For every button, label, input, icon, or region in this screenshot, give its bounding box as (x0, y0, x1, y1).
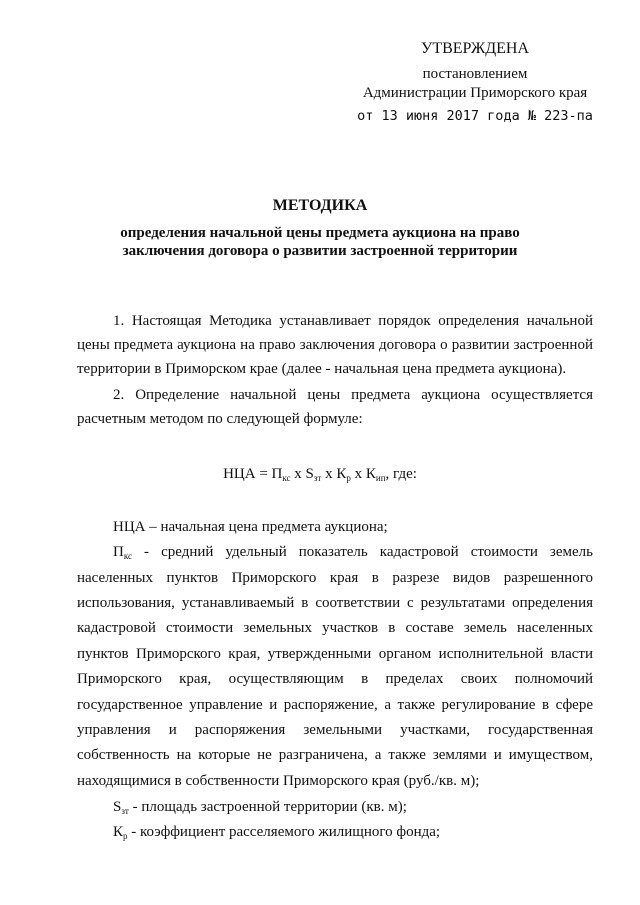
kr-definition (113, 823, 593, 845)
pks-definition-line-10: находящимися в собственности Приморского края (руб./кв. м); (77, 773, 480, 789)
paragraph-2-line-2: расчетным методом по следующей формуле: (77, 411, 363, 427)
price-formula (0, 466, 640, 483)
kr-text: - коэффициент расселяемого жилищного фонда; (127, 824, 441, 840)
document-subtitle-line2: заключения договора о развитии застроенной территории (122, 243, 518, 259)
pks-definition-line-9: собственность на которые не разграничена, а также землями и имуществом, (77, 747, 593, 763)
pks-definition-line-5: пунктов Приморского края, утвержденными органом исполнительной власти (77, 646, 593, 662)
s-text: - площадь застроенной территории (кв. м); (128, 799, 407, 815)
approval-date-number: от 13 июня 2017 года № 223-па (357, 108, 593, 124)
nca-definition: НЦА – начальная цена предмета аукциона; (113, 519, 388, 535)
pks-definition-line-1 (113, 543, 593, 565)
pks-definition-line-2: населенных пунктов Приморского края в разрезе видов разрешенного (77, 570, 593, 586)
formula-tail: , где: (385, 466, 417, 482)
paragraph-1-line-2: цены предмета аукциона на право заключения договора о развитии застроенной (77, 337, 593, 353)
formula-s-sub: зт (313, 473, 322, 483)
pks-definition-line-3: использования, устанавливаемый в соответствии с результатами определения (77, 595, 593, 611)
formula-pks-sub: кс (282, 473, 291, 483)
pks-definition-line-7: государственное управление и распоряжение, а также регулирование в сфере (77, 697, 593, 713)
s-definition (113, 798, 593, 820)
formula-kr-sub: р (346, 473, 351, 483)
approval-authority: Администрации Приморского края (362, 85, 588, 101)
formula-x2: x К (321, 466, 347, 482)
pks-definition-line-6: Приморского края, осуществляющим в пределах своих полномочий (77, 671, 593, 687)
kr-symbol: К (113, 824, 124, 840)
pks-subscript: кс (123, 551, 132, 561)
document-subtitle-line1: определения начальной цены предмета аукциона на право (120, 225, 520, 241)
formula-kip-sub: ип (375, 473, 386, 483)
paragraph-2-line-1: 2. Определение начальной цены предмета аукциона осуществляется (113, 387, 593, 403)
pks-definition-line-8: управления и распоряжения земельными участками, государственная (77, 722, 593, 738)
approval-stamp: УТВЕРЖДЕНА (420, 40, 529, 57)
formula-x1: x S (290, 466, 314, 482)
document-title: МЕТОДИКА (272, 197, 368, 214)
paragraph-1-line-3: территории в Приморском крае (далее - начальная цена предмета аукциона). (77, 361, 567, 377)
pks-text-1: - средний удельный показатель кадастровой стоимости земель (132, 544, 593, 560)
paragraph-1-line-1: 1. Настоящая Методика устанавливает порядок определения начальной (113, 313, 593, 329)
s-symbol: S (113, 799, 122, 815)
kr-subscript: р (123, 831, 128, 841)
s-subscript: зт (121, 806, 129, 816)
formula-x3: x К (350, 466, 376, 482)
pks-definition-line-4: кадастровой стоимости земельных участков в составе земель населенных (77, 620, 593, 636)
formula-lhs: НЦА = П (223, 466, 283, 482)
pks-symbol: П (113, 544, 124, 560)
approval-by: постановлением (422, 66, 528, 82)
